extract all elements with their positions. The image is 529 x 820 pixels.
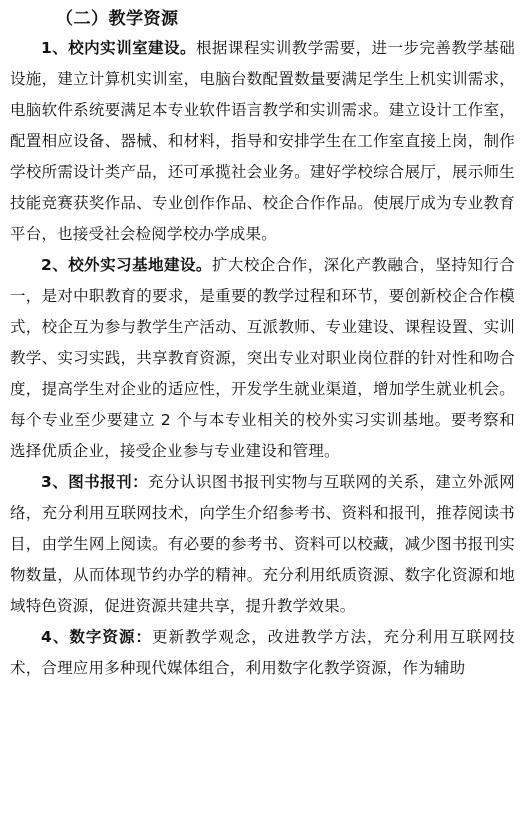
- paragraph-body: 扩大校企合作，深化产教融合，坚持知行合一，是对中职教育的要求，是重要的教学过程和环节，要创新校企合作模式，校企互为参与教学生产活动、互派教师、专业建设、课程设置、实训教学、实习实践，共享教育资源，突出专业对职业岗位群的针对性和吻合度，提高学生对企业的适应性，开发学生就业渠道，增加学生就业机会。每个专业至少要建立 2 个与本专业相关的校外实习实训基地。要考察和选择优质企业，接受企业参与专业建设和管理。: [10, 256, 515, 460]
- paragraph-digital-resources: [10, 622, 515, 684]
- paragraph-campus-training-rooms: [10, 33, 515, 250]
- paragraph-offcampus-internship-bases: [10, 250, 515, 467]
- paragraph-body: 更新教学观念，改进教学方法，充分利用互联网技术，合理应用多种现代媒体组合，利用数字化教学资源，作为辅助: [10, 628, 516, 677]
- paragraph-body: 充分认识图书报刊实物与互联网的关系，建立外派网络，充分利用互联网技术，向学生介绍参考书、资料和报刊，推荐阅读书目，由学生网上阅读。有必要的参考书、资料可以校藏，减少图书报刊实物数量，从而体现节约办学的精神。充分利用纸质资源、数字化资源和地域特色资源，促进资源共建共享，提升教学效果。: [10, 473, 515, 615]
- paragraph-books-periodicals: [10, 467, 515, 622]
- paragraph-body: 根据课程实训教学需要，进一步完善教学基础设施，建立计算机实训室，电脑台数配置数量要满足学生上机实训需求，电脑软件系统要满足本专业软件语言教学和实训需求。建立设计工作室，配置相应设备、器械、和材料，指导和安排学生在工作室直接上岗，制作学校所需设计类产品，还可承揽社会业务。建好学校综合展厅，展示师生技能竞赛获奖作品、专业创作作品、校企合作作品。使展厅成为专业教育平台，也接受社会检阅学校办学成果。: [10, 39, 515, 243]
- paragraph-heading: 3、图书报刊：: [41, 473, 149, 491]
- section-title: （二）教学资源: [56, 9, 179, 29]
- paragraph-heading: 1、校内实训室建设。: [41, 39, 196, 57]
- paragraph-heading: 4、数字资源：: [41, 628, 153, 646]
- paragraph-heading: 2、校外实习基地建设。: [41, 256, 212, 274]
